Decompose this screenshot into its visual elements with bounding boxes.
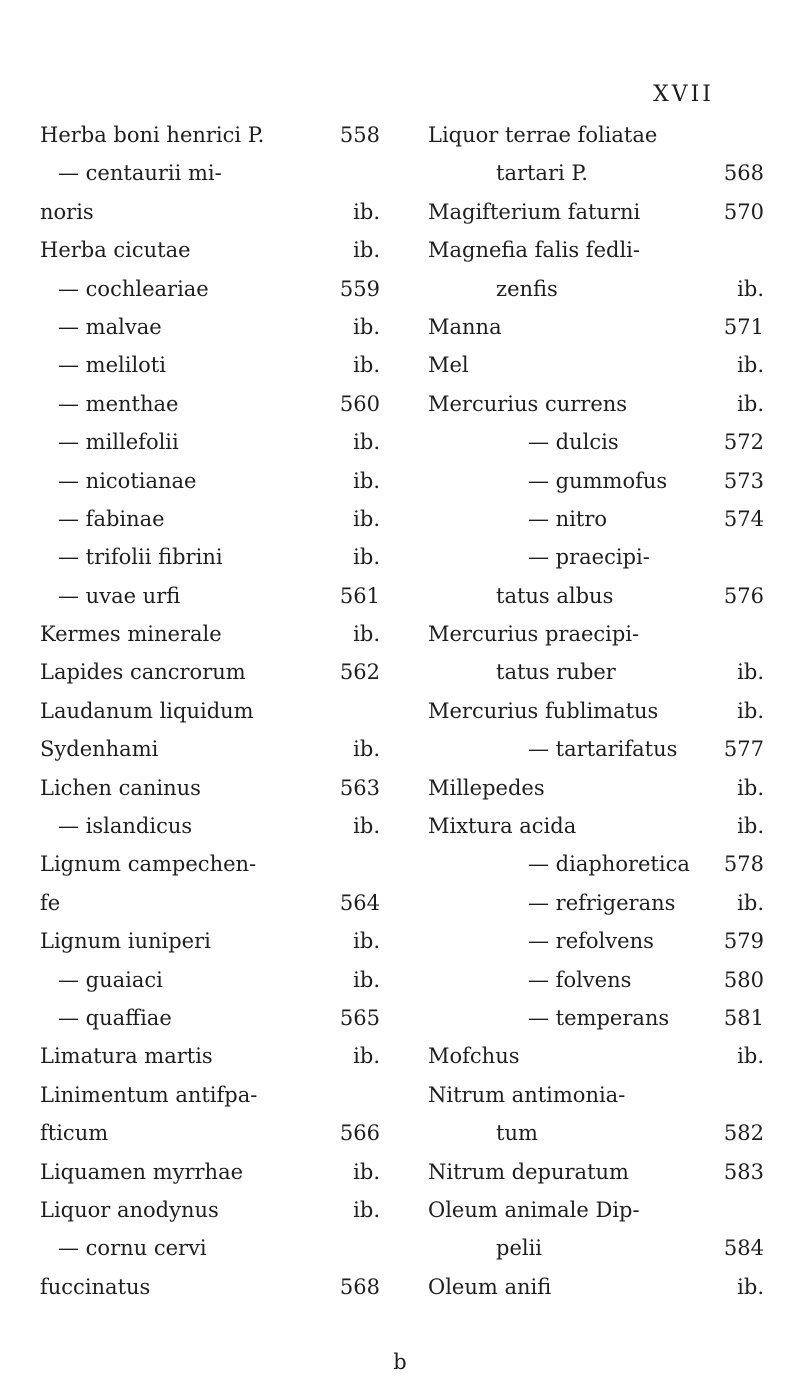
index-entry	[428, 1153, 764, 1191]
entry-term: — fabinae	[58, 506, 165, 531]
entry-page-ref: ib.	[737, 698, 764, 723]
index-entry	[40, 231, 380, 269]
entry-term: — nicotianae	[58, 468, 197, 493]
entry-term: Millepedes	[428, 775, 545, 800]
entry-page-ref: 584	[723, 1236, 764, 1261]
index-entry	[428, 193, 764, 231]
entry-term: Magifterium faturni	[428, 199, 641, 224]
index-entry	[40, 500, 380, 538]
index-entry	[428, 423, 764, 461]
entry-page-ref: 566	[339, 1121, 380, 1146]
entry-page-ref: ib.	[353, 199, 380, 224]
index-entry	[40, 615, 380, 653]
entry-page-ref: ib.	[353, 545, 380, 570]
entry-term: Liquor anodynus	[40, 1197, 219, 1222]
index-entry	[428, 154, 764, 192]
index-entry	[428, 270, 764, 308]
entry-term: Mercurius praecipi-	[428, 622, 640, 647]
index-entry	[40, 769, 380, 807]
entry-term: tartari P.	[496, 161, 588, 186]
entry-term: — cochleariae	[58, 276, 209, 301]
index-entry	[40, 154, 380, 192]
entry-page-ref: 573	[723, 468, 764, 493]
entry-term: Lignum iuniperi	[40, 929, 211, 954]
entry-term: — malvae	[58, 314, 162, 339]
entry-term: Limatura martis	[40, 1044, 213, 1069]
entry-term: Mercurius fublimatus	[428, 698, 659, 723]
index-entry	[428, 116, 764, 154]
entry-page-ref: ib.	[353, 506, 380, 531]
entry-page-ref: ib.	[353, 622, 380, 647]
entry-term: — menthae	[58, 391, 179, 416]
page-number: XVII	[653, 82, 714, 107]
index-entry	[428, 807, 764, 845]
index-entry	[428, 1229, 764, 1267]
index-entry	[428, 346, 764, 384]
entry-term: — diaphoretica	[528, 852, 690, 877]
entry-page-ref: 577	[723, 737, 764, 762]
entry-page-ref: ib.	[353, 1159, 380, 1184]
entry-term: Laudanum liquidum	[40, 698, 254, 723]
entry-page-ref: ib.	[353, 314, 380, 339]
index-entry	[40, 116, 380, 154]
entry-page-ref: ib.	[737, 1044, 764, 1069]
entry-term: Mel	[428, 353, 469, 378]
entry-term: tatus ruber	[496, 660, 616, 685]
entry-page-ref: ib.	[737, 775, 764, 800]
index-entry	[428, 653, 764, 691]
entry-term: Mixtura acida	[428, 814, 577, 839]
entry-term: Lapides cancrorum	[40, 660, 246, 685]
entry-term: Nitrum antimonia-	[428, 1082, 626, 1107]
entry-page-ref: 565	[339, 1005, 380, 1030]
entry-term: Nitrum depuratum	[428, 1159, 629, 1184]
entry-term: — centaurii mi-	[58, 161, 222, 186]
entry-page-ref: 578	[723, 852, 764, 877]
entry-page-ref: 561	[339, 583, 380, 608]
index-entry	[40, 385, 380, 423]
entry-page-ref: 576	[723, 583, 764, 608]
index-entry	[40, 1114, 380, 1152]
entry-page-ref: 560	[339, 391, 380, 416]
entry-term: — meliloti	[58, 353, 166, 378]
entry-page-ref: 581	[723, 1005, 764, 1030]
entry-term: pelii	[496, 1236, 543, 1261]
entry-term: — guaiaci	[58, 967, 163, 992]
index-entry	[40, 845, 380, 883]
entry-term: Oleum anifi	[428, 1274, 552, 1299]
entry-term: — trifolii fibrini	[58, 545, 223, 570]
entry-term: — temperans	[528, 1005, 670, 1030]
index-entry	[40, 308, 380, 346]
entry-term: fuccinatus	[40, 1274, 151, 1299]
entry-page-ref: 580	[723, 967, 764, 992]
entry-page-ref: ib.	[353, 737, 380, 762]
index-entry	[428, 1191, 764, 1229]
entry-term: tum	[496, 1121, 538, 1146]
entry-term: — praecipi-	[528, 545, 650, 570]
entry-page-ref: 568	[723, 161, 764, 186]
index-entry	[428, 692, 764, 730]
index-column-left	[40, 116, 380, 1306]
index-entry	[40, 577, 380, 615]
entry-term: — quaffiae	[58, 1005, 172, 1030]
entry-page-ref: 579	[723, 929, 764, 954]
index-entry	[428, 538, 764, 576]
entry-page-ref: 583	[723, 1159, 764, 1184]
index-entry	[40, 884, 380, 922]
index-entry	[40, 922, 380, 960]
index-entry	[40, 1229, 380, 1267]
entry-page-ref: ib.	[353, 929, 380, 954]
entry-page-ref: 558	[339, 123, 380, 147]
entry-term: — refolvens	[528, 929, 654, 954]
index-entry	[40, 1037, 380, 1075]
entry-term: — refrigerans	[528, 890, 676, 915]
entry-page-ref: ib.	[737, 1274, 764, 1299]
entry-term: Liquamen myrrhae	[40, 1159, 244, 1184]
entry-term: noris	[40, 199, 94, 224]
entry-term: Manna	[428, 314, 502, 339]
index-entry	[428, 500, 764, 538]
index-entry	[428, 1076, 764, 1114]
index-entry	[40, 807, 380, 845]
entry-page-ref: ib.	[737, 890, 764, 915]
index-entry	[40, 1191, 380, 1229]
entry-term: tatus albus	[496, 583, 614, 608]
entry-page-ref: 563	[339, 775, 380, 800]
index-entry	[428, 1114, 764, 1152]
entry-term: — millefolii	[58, 430, 179, 455]
index-entry	[428, 730, 764, 768]
entry-term: Herba boni henrici P.	[40, 123, 265, 147]
index-entry	[428, 769, 764, 807]
index-entry	[428, 1268, 764, 1306]
index-entry	[428, 308, 764, 346]
entry-page-ref: 568	[339, 1274, 380, 1299]
entry-page-ref: ib.	[353, 1197, 380, 1222]
entry-page-ref: ib.	[353, 468, 380, 493]
index-entry	[40, 1076, 380, 1114]
entry-page-ref: ib.	[737, 814, 764, 839]
entry-page-ref: 559	[339, 276, 380, 301]
entry-page-ref: 582	[723, 1121, 764, 1146]
entry-term: Sydenhami	[40, 737, 159, 762]
entry-term: Lichen caninus	[40, 775, 201, 800]
entry-term: — dulcis	[528, 430, 619, 455]
entry-page-ref: 564	[339, 890, 380, 915]
entry-term: zenfis	[496, 276, 558, 301]
index-entry	[40, 961, 380, 999]
index-entry	[428, 231, 764, 269]
entry-term: fticum	[40, 1121, 109, 1146]
entry-term: Herba cicutae	[40, 238, 191, 263]
entry-page-ref: ib.	[353, 353, 380, 378]
entry-page-ref: 574	[723, 506, 764, 531]
index-entry	[428, 961, 764, 999]
index-entry	[428, 845, 764, 883]
index-entry	[40, 653, 380, 691]
entry-page-ref: 570	[723, 199, 764, 224]
entry-page-ref: ib.	[737, 391, 764, 416]
index-entry	[40, 462, 380, 500]
entry-page-ref: ib.	[353, 1044, 380, 1069]
index-entry	[40, 730, 380, 768]
index-entry	[428, 884, 764, 922]
entry-term: Mercurius currens	[428, 391, 628, 416]
entry-term: Linimentum antifpa-	[40, 1082, 258, 1107]
entry-term: Kermes minerale	[40, 622, 222, 647]
entry-term: Lignum campechen-	[40, 852, 257, 877]
entry-term: Magnefia falis fedli-	[428, 238, 640, 263]
entry-page-ref: ib.	[353, 967, 380, 992]
entry-page-ref: 571	[723, 314, 764, 339]
entry-page-ref: ib.	[737, 353, 764, 378]
index-entry	[428, 999, 764, 1037]
entry-term: — folvens	[528, 967, 632, 992]
index-entry	[428, 462, 764, 500]
index-entry	[40, 538, 380, 576]
entry-term: Liquor terrae foliatae	[428, 123, 658, 147]
index-entry	[428, 577, 764, 615]
entry-term: — gummofus	[528, 468, 668, 493]
entry-page-ref: 562	[339, 660, 380, 685]
entry-term: — nitro	[528, 506, 608, 531]
entry-page-ref: ib.	[353, 430, 380, 455]
index-entry	[428, 615, 764, 653]
index-entry	[428, 922, 764, 960]
entry-term: — uvae urfi	[58, 583, 181, 608]
signature-mark: b	[393, 1350, 407, 1374]
entry-term: — tartarifatus	[528, 737, 678, 762]
index-column-right	[428, 116, 764, 1306]
index-entry	[40, 999, 380, 1037]
index-entry	[40, 692, 380, 730]
entry-term: Mofchus	[428, 1044, 520, 1069]
index-entry	[40, 1268, 380, 1306]
entry-term: — islandicus	[58, 814, 193, 839]
index-entry	[40, 270, 380, 308]
index-entry	[40, 346, 380, 384]
index-entry	[40, 1153, 380, 1191]
entry-page-ref: ib.	[353, 238, 380, 263]
entry-page-ref: 572	[723, 430, 764, 455]
index-entry	[40, 423, 380, 461]
index-entry	[40, 193, 380, 231]
entry-term: — cornu cervi	[58, 1236, 207, 1261]
entry-page-ref: ib.	[353, 814, 380, 839]
entry-page-ref: ib.	[737, 660, 764, 685]
index-entry	[428, 385, 764, 423]
entry-page-ref: ib.	[737, 276, 764, 301]
index-entry	[428, 1037, 764, 1075]
entry-term: Oleum animale Dip-	[428, 1197, 640, 1222]
entry-term: fe	[40, 890, 61, 915]
